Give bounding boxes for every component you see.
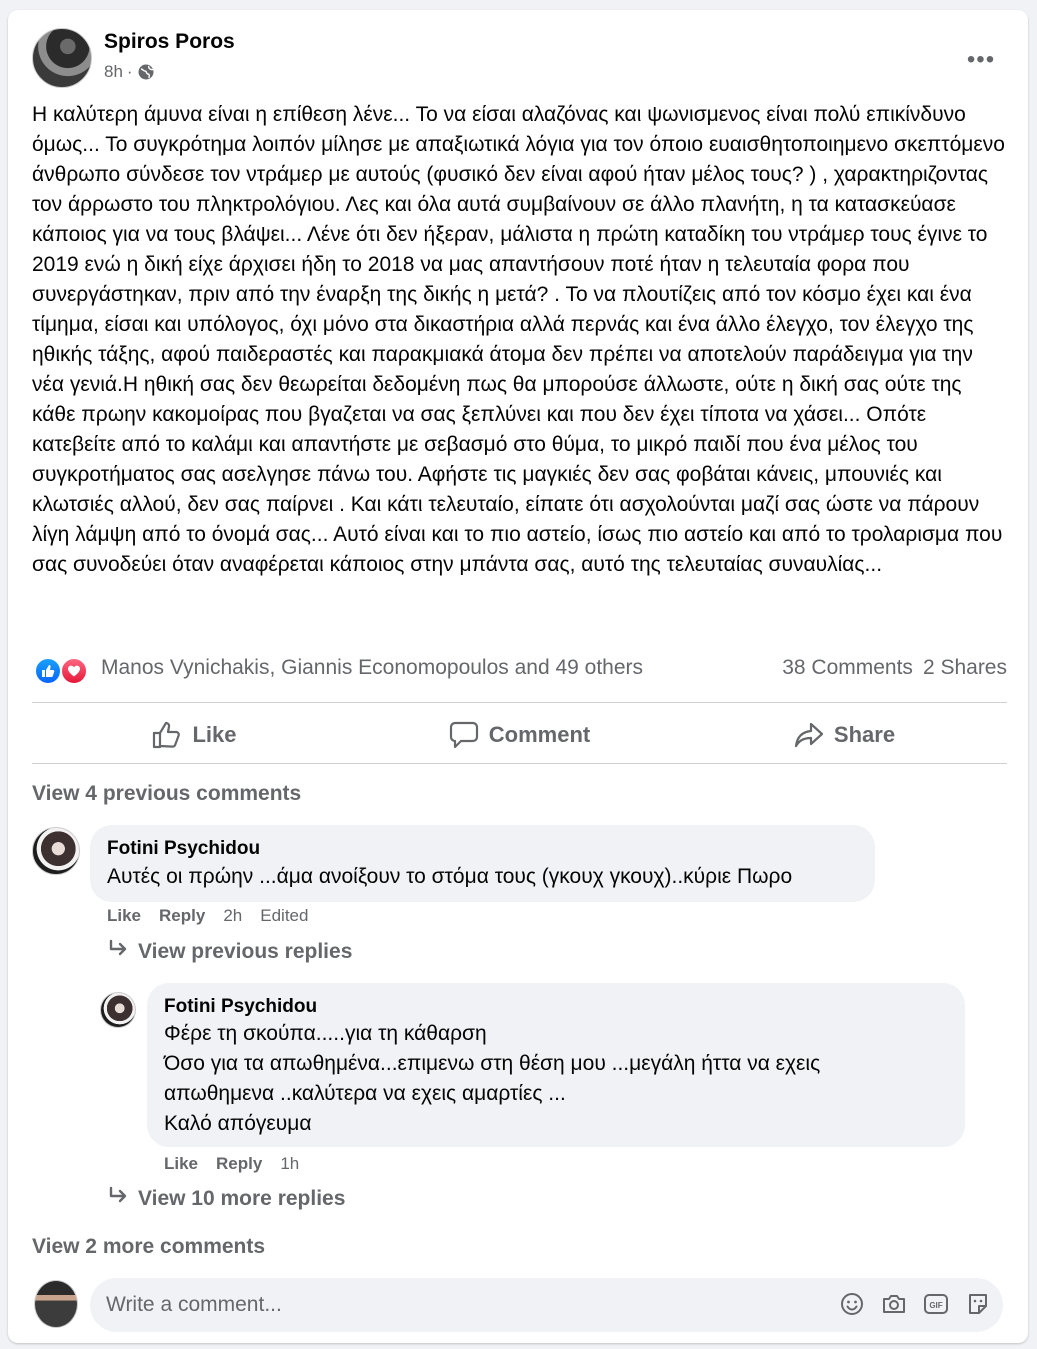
svg-text:GIF: GIF [929,1301,943,1310]
meta-separator: · [126,62,133,81]
post-text: Η καλύτερη άμυνα είναι η επίθεση λένε... Το να είσαι αλαζόνας και ψωνισμενος είναι πολύ επικίνδυνο όμως... Το συγκρότημα λοιπόν μίλησε με απαξιωτικά λόγια για τον όποιο ευαισθητοποιημενο σκεπτόμενο άνθρωπο σύνδεσε τον ντράμερ με αυτούς (φυσικό δεν είναι αφού ήταν μέλος τους? ) , χαρακτηριζοντας τον άρρωστο του πληκτρολόγιου. Λες και όλα αυτά συμβαίνουν σε άλλο πλανήτη, η τα κατασκεύασε κάποιος για να τους βλάψει... Λένε ότι δεν ήξεραν, μάλιστα η πρώτη καταδίκη του ντράμερ τους έγινε το 2019 ενώ η δική είχε άρχισει ήδη το 2018 να μας απαντήσουν ποτέ ήταν η τελευταία φορα που συνεργάστηκαν, πριν από την έναρξη της δικής η μετά? . Το να πλουτίζεις από τον κόσμο έχει και ένα τίμημα, είσαι και υπόλογος, όχι μόνο στα δικαστήρια αλλά περνάς και ένα άλλο έλεγχο, τον έλεγχο της ηθικής τάξης, αφού παιδεραστές και παρακμιακά άτομα δεν πρέπει να αποτελούν παράδειγμα για την νέα γενιά.Η ηθική σας δεν θεωρείται δεδομένη πως θα μπορούσε άλλωστε, ούτε η δική σας ούτε της κάθε πρωην κακομοίρας που βγαζεται να σας ξεπλύνει και που δεν έχει τίποτα να χάσει... Οπότε κατεβείτε από το καλάμι και απαντήστε με σεβασμό στο θύμα, το μικρό παιδί που ένα μέλος του συγκροτήματος σας ασελγησε πάνω του. Αφήστε τις μαγκιές δεν σας φοβάται κάνεις, μπουνιές και κλωτσιές αλλού, δεν σας παίρνει . Και κάτι τελευταίο, είπατε ότι ασχολούνται μαζί σας ώστε να πάρουν λίγη λάμψη από το όνομά σας... Αυτό είναι και το πιο αστείο, ίσως πιο αστείο και από το τρολαρισμα που σας συνοδεύει όταν αναφέρεται κάποιος στην μπάντα σας, αυτό της τελευταίας συναυλίας... [32,103,1005,576]
post-header [32,28,1007,90]
post-time[interactable]: 8h [104,62,123,81]
reply-actions [164,1154,299,1174]
comment-composer [90,1278,1003,1332]
current-user-avatar[interactable] [34,1280,78,1328]
comment-reply-button[interactable]: Reply [159,906,206,925]
composer-icons [839,1291,991,1317]
reply-avatar[interactable] [100,992,136,1028]
commenter-avatar[interactable] [32,827,80,875]
comment-actions [107,906,308,926]
post-meta [104,62,155,82]
like-label: Like [192,722,237,747]
comment-input[interactable] [106,1278,806,1332]
comment-like-button[interactable]: Like [107,906,142,925]
reply-bubble [147,983,965,1147]
comment-icon [449,721,479,749]
thumbs-up-icon [152,721,182,749]
divider [32,702,1007,703]
commenter-name[interactable]: Fotini Psychidou [107,838,261,859]
sticker-icon[interactable] [965,1291,991,1317]
reply-text-line: Όσο για τα απωθημένα...επιμενω στη θέση μου ...μεγάλη ήττα να εχεις [164,1052,821,1075]
divider [32,763,1007,764]
comment-label: Comment [488,722,591,747]
comment-time[interactable]: 2h [223,906,243,925]
like-reaction-icon [34,657,62,685]
engagement-counts [782,656,1007,680]
view-previous-comments-link[interactable]: View 4 previous comments [32,782,302,805]
shares-count[interactable]: 2 Shares [922,656,1007,679]
like-button[interactable] [32,706,357,764]
reply-arrow-icon [108,1186,130,1212]
share-icon [794,721,824,749]
reply-text-line: απωθημενα ..καλύτερα να εχεις αμαρτίες ... [164,1082,566,1105]
comment-text: Αυτές οι πρώην ...άμα ανοίξουν το στόμα τους (γκουχ γκουχ)..κύριε Πωρο [107,865,793,888]
more-options-button[interactable]: ••• [966,46,996,73]
reply-time[interactable]: 1h [280,1154,300,1173]
reactors-text[interactable]: Manos Vynichakis, Giannis Economopoulos and 49 others [101,656,644,679]
comment-edited-label: Edited [260,906,309,925]
gif-icon[interactable] [923,1291,949,1317]
reply-like-button[interactable]: Like [164,1154,199,1173]
post-actions [32,706,1007,764]
view-previous-replies-label: View previous replies [138,940,353,963]
author-avatar[interactable] [32,28,92,88]
camera-icon[interactable] [881,1291,907,1317]
love-reaction-icon [60,657,88,685]
view-more-replies-link[interactable] [108,1186,345,1212]
post-card [8,10,1028,1343]
view-more-comments-link[interactable]: View 2 more comments [32,1235,266,1258]
reactions-bar [32,656,1007,686]
reply-text-line: Φέρε τη σκούπα.....για τη κάθαρση [164,1022,487,1045]
reply-reply-button[interactable]: Reply [216,1154,263,1173]
comment-bubble [90,825,875,902]
author-name[interactable]: Spiros Poros [104,30,235,53]
share-button[interactable] [682,706,1007,764]
view-more-replies-label: View 10 more replies [138,1187,346,1210]
emoji-icon[interactable] [839,1291,865,1317]
reply-author-name[interactable]: Fotini Psychidou [164,996,318,1017]
reaction-icons[interactable] [34,657,90,685]
comment-button[interactable] [357,706,682,764]
view-previous-replies-link[interactable] [108,939,352,965]
comments-count[interactable]: 38 Comments [782,656,913,679]
reply-text [164,1019,820,1139]
reply-arrow-icon [108,939,130,965]
share-label: Share [833,722,896,747]
globe-icon [137,63,155,81]
reply-text-line: Καλό απόγευμα [164,1112,312,1135]
